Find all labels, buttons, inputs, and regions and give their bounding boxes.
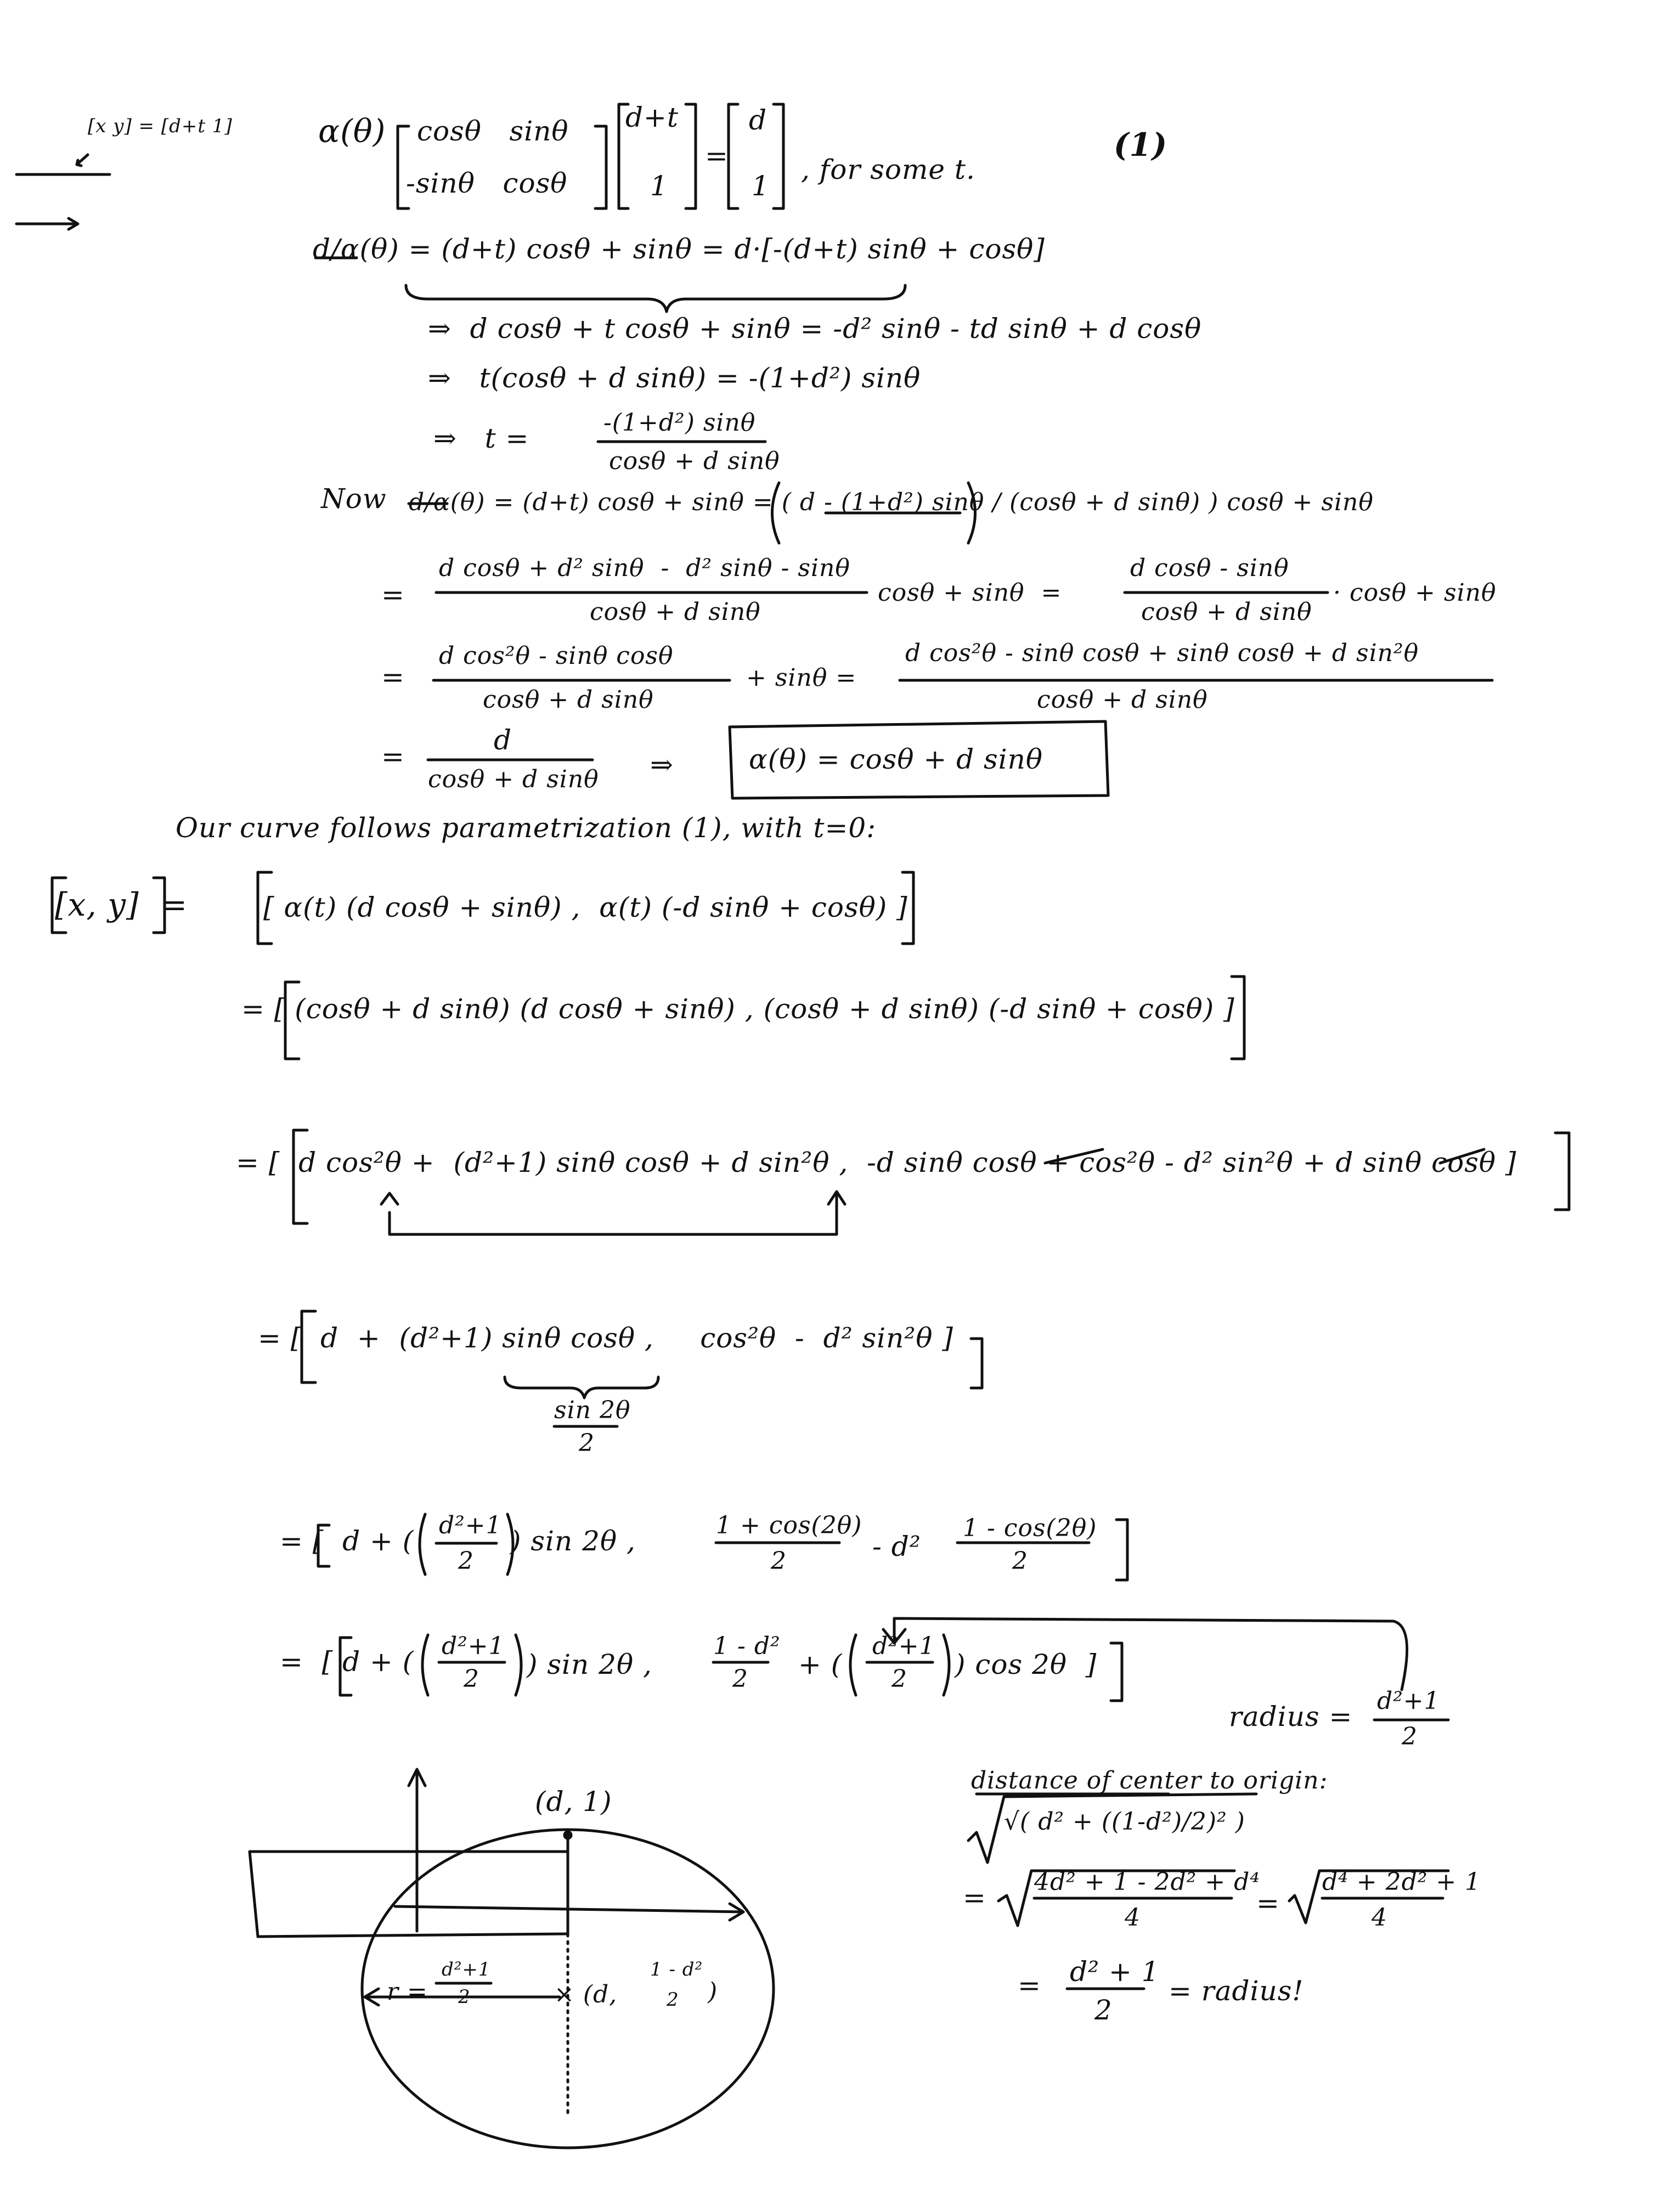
return-arrow xyxy=(390,1192,845,1234)
distance-eq-1: = xyxy=(963,1882,986,1914)
paren xyxy=(420,1514,425,1575)
line2-tail: · cosθ + sinθ xyxy=(1333,579,1497,607)
distance-final-den: 2 xyxy=(1094,1994,1113,2026)
param-line-6-b: ) sin 2θ , xyxy=(527,1649,652,1680)
t-numerator: -(1+d²) sinθ xyxy=(603,409,756,437)
center-denominator: 2 xyxy=(667,1989,679,2011)
brace-numerator: sin 2θ xyxy=(554,1396,631,1424)
radius-numerator: d²+1 xyxy=(1377,1687,1440,1715)
param-line-5-e-den: 2 xyxy=(1012,1547,1028,1575)
bracket xyxy=(1555,1133,1569,1210)
param-line-6-d: + ( xyxy=(798,1649,843,1680)
param-line-5-a: = [ d + ( xyxy=(280,1525,414,1557)
distance-b-num: d⁴ + 2d² + 1 xyxy=(1322,1868,1481,1896)
param-line-4: = [ d + (d²+1) sinθ cosθ , cos²θ - d² sin²θ ] xyxy=(258,1322,953,1354)
distance-line-1: √( d² + ((1-d²)/2)² ) xyxy=(1004,1808,1245,1836)
line2-denominator: cosθ + d sinθ xyxy=(590,598,761,626)
bracket xyxy=(1116,1520,1127,1580)
rotation-lhs: α(θ) xyxy=(318,112,386,150)
bracket xyxy=(1111,1643,1122,1701)
radius-label: radius = xyxy=(1229,1701,1353,1733)
vector-right-bracket xyxy=(686,104,696,208)
param-line-6-c-den: 2 xyxy=(732,1665,748,1693)
param-line-5-c-num: 1 + cos(2θ) xyxy=(716,1511,862,1539)
distance-a-num: 4d² + 1 - 2d² + d⁴ xyxy=(1034,1868,1260,1896)
margin-arrow xyxy=(16,218,78,229)
distance-title: distance of center to origin: xyxy=(971,1767,1328,1795)
param-line-6-c-num: 1 - d² xyxy=(713,1632,781,1660)
r-numerator: d²+1 xyxy=(442,1959,491,1980)
now-label: Now xyxy=(321,483,387,515)
line4-numerator: d xyxy=(494,724,512,756)
rhs-left-bracket xyxy=(729,104,738,208)
derivation-line-3: ⇒ t(cosθ + d sinθ) = -(1+d²) sinθ xyxy=(428,362,921,394)
point-label: (d, 1) xyxy=(535,1786,612,1818)
r-label: r = xyxy=(387,1978,428,2006)
center-numerator: 1 - d² xyxy=(650,1959,703,1980)
distance-a-den: 4 xyxy=(1125,1904,1141,1932)
param-line-2: = [ (cosθ + d sinθ) (d cosθ + sinθ) , (cosθ + d sinθ) (-d sinθ + cosθ) ] xyxy=(241,993,1235,1025)
point-dot xyxy=(565,1832,571,1838)
param-line-1: [ α(t) (d cosθ + sinθ) , α(t) (-d sinθ + cosθ) ] xyxy=(263,891,908,923)
param-line-6-e-den: 2 xyxy=(891,1665,907,1693)
underbrace-2 xyxy=(505,1377,658,1398)
derivation-line-4-lhs: ⇒ t = xyxy=(433,422,529,454)
param-line-6-a: = [ d + ( xyxy=(280,1646,414,1678)
eq-sign: = xyxy=(381,741,405,772)
param-line-5-c-den: 2 xyxy=(771,1547,787,1575)
eq-sign: = xyxy=(381,661,405,693)
param-line-3: = [ d cos²θ + (d²+1) sinθ cosθ + d sin²θ , -d sinθ cosθ + cos²θ - d² sin²θ + d sinθ cosθ ] xyxy=(236,1147,1517,1178)
derivation-line-2: ⇒ d cosθ + t cosθ + sinθ = -d² sinθ - td sinθ + d cosθ xyxy=(428,313,1202,345)
radius-denominator: 2 xyxy=(1402,1723,1418,1751)
line3-denominator: cosθ + d sinθ xyxy=(483,686,654,714)
matrix-row-2: -sinθ cosθ xyxy=(406,167,568,199)
rotation-equals: = xyxy=(705,140,729,172)
line2-numerator: d cosθ + d² sinθ - d² sinθ - sinθ xyxy=(439,554,850,582)
rotation-suffix: , for some t. xyxy=(801,154,975,185)
vector-entry-2: 1 xyxy=(650,170,668,202)
eq-sign: = xyxy=(381,579,405,611)
left-box xyxy=(250,1852,568,1937)
underbrace-1 xyxy=(406,285,905,312)
xy-lhs: [x, y] = xyxy=(55,886,188,923)
distance-b-den: 4 xyxy=(1372,1904,1387,1932)
param-line-6-frac-den: 2 xyxy=(464,1665,479,1693)
brace-denominator: 2 xyxy=(579,1429,595,1457)
line3-denominator-b: cosθ + d sinθ xyxy=(1037,686,1208,714)
line3-mid: + sinθ = xyxy=(746,664,857,692)
paren xyxy=(516,1635,521,1695)
param-line-5-e-num: 1 - cos(2θ) xyxy=(963,1514,1097,1542)
vector-entry-1: d+t xyxy=(625,101,679,133)
param-line-6-f: ) cos 2θ ] xyxy=(955,1649,1097,1680)
curve-intro: Our curve follows parametrization (1), with t=0: xyxy=(176,812,877,844)
center-close: ) xyxy=(708,1978,718,2006)
implies-arrow: ⇒ xyxy=(650,749,674,781)
t-denominator: cosθ + d sinθ xyxy=(609,447,780,475)
matrix-row-1: cosθ sinθ xyxy=(417,115,569,147)
distance-eq-3: = xyxy=(1018,1970,1041,2001)
center-label: × (d, xyxy=(554,1980,618,2008)
distance-conclusion: = radius! xyxy=(1169,1975,1304,2007)
paren xyxy=(422,1635,428,1695)
margin-arrow-small xyxy=(77,155,88,166)
line3-numerator: d cos²θ - sinθ cosθ xyxy=(439,642,674,670)
return-arrow-head xyxy=(381,1193,398,1204)
distance-eq-2: = xyxy=(1256,1887,1280,1919)
line2-denominator-b: cosθ + d sinθ xyxy=(1141,598,1312,626)
rhs-right-bracket xyxy=(774,104,783,208)
param-line-5-d: - d² xyxy=(872,1531,921,1562)
now-line-1: d/α(θ) = (d+t) cosθ + sinθ = ( d - (1+d²) sinθ / (cosθ + d sinθ) ) cosθ + sinθ xyxy=(409,488,1374,516)
param-line-5-frac-num: d²+1 xyxy=(439,1511,502,1539)
param-line-5-frac-den: 2 xyxy=(458,1547,474,1575)
param-line-6-frac-num: d²+1 xyxy=(442,1632,505,1660)
line2-numerator-b: d cosθ - sinθ xyxy=(1130,554,1289,582)
alpha-result: α(θ) = cosθ + d sinθ xyxy=(749,743,1043,775)
line4-denominator: cosθ + d sinθ xyxy=(428,765,599,793)
distance-final-num: d² + 1 xyxy=(1070,1956,1160,1988)
bracket xyxy=(971,1339,982,1388)
line2-mid: cosθ + sinθ = xyxy=(878,579,1062,607)
r-denominator: 2 xyxy=(458,1986,471,2008)
derivation-line-1: d/α(θ) = (d+t) cosθ + sinθ = d·[-(d+t) sinθ + cosθ] xyxy=(313,233,1045,265)
param-line-5-b: ) sin 2θ , xyxy=(510,1525,636,1557)
equation-number: (1) xyxy=(1114,126,1168,163)
rhs-entry-2: 1 xyxy=(752,170,770,202)
param-line-6-e-num: d²+1 xyxy=(872,1632,935,1660)
paren xyxy=(944,1635,949,1695)
line3-numerator-b: d cos²θ - sinθ cosθ + sinθ cosθ + d sin²θ xyxy=(905,639,1419,667)
margin-tag: [x y] = [d+t 1] xyxy=(88,115,233,137)
matrix-right-bracket xyxy=(595,126,606,208)
paren xyxy=(850,1635,856,1695)
rhs-entry-1: d xyxy=(749,104,768,136)
